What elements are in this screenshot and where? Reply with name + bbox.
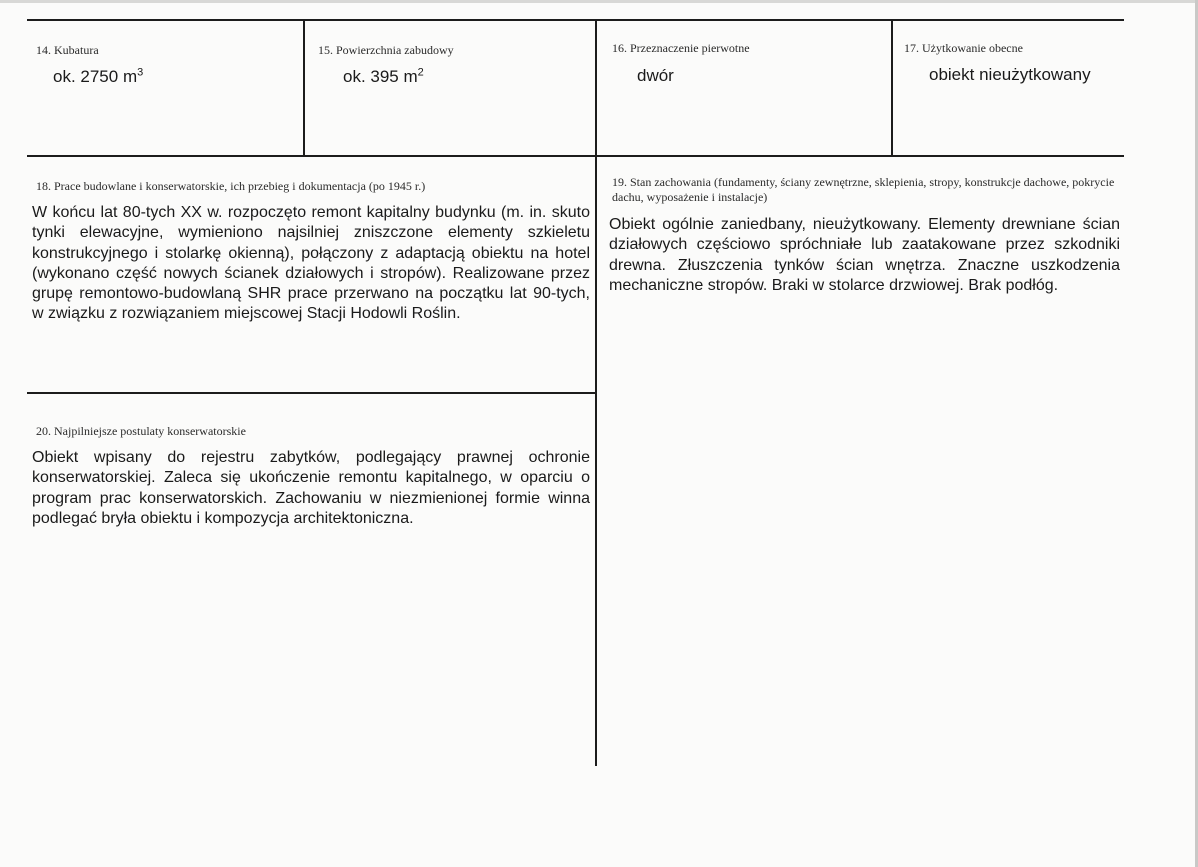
form-divider-v3 [891,20,893,157]
field-14-label: 14. Kubatura [36,43,99,57]
field-19-text: Obiekt ogólnie zaniedbany, nieużytkowany. Elementy drewniane ścian działowych częściowo spróchniałe lub zaatakowane przez szkodniki drewna. Złuszczenia tynków ścian wnętrza. Znaczne uszkodzenia mechaniczne stropów. Braki w stolarce drzwiowej. Brak podłóg. [609,216,1120,294]
field-17-label: 17. Użytkowanie obecne [904,41,1023,55]
field-18-text: W końcu lat 80-tych XX w. rozpoczęto remont kapitalny budynku (m. in. skuto tynki elewacyjne, wymieniono najsilniej zniszczone elementy szkieletu konstrukcyjnego i stolarkę okienną), połączony z adaptacją obiektu na hotel (wykonano część nowych ścianek działowych i stropów). Realizowane przez grupę remontowo-budowlaną SHR prace przerwano na początku lat 90-tych, w związku z rozwiązaniem miejscowej Stacji Hodowli Roślin. [32,204,590,323]
form-line-top [27,19,1124,21]
field-20-text: Obiekt wpisany do rejestru zabytków, podlegający prawnej ochronie konserwatorskiej. Zaleca się ukończenie remontu kapitalnego, w oparciu o program prac konserwatorskich. Zachowaniu w niezmienionej formie winna podlegać bryła obiektu i kompozycja architektoniczna. [32,449,590,527]
paper-edge-top [0,0,1198,3]
field-15-value [343,67,424,87]
field-19-label: 19. Stan zachowania (fundamenty, ściany zewnętrzne, sklepienia, stropy, konstrukcje dachowe, pokrycie dachu, wyposażenie i instalacje) [612,175,1115,204]
field-15-value-text: ok. 395 m [343,67,418,86]
field-16-value: dwór [637,66,674,85]
form-divider-v2 [595,20,597,766]
field-14-value-text: ok. 2750 m [53,67,138,86]
field-15-unit-exponent: 2 [417,66,424,79]
field-18-label: 18. Prace budowlane i konserwatorskie, ich przebieg i dokumentacja (po 1945 r.) [36,179,426,193]
field-15-label: 15. Powierzchnia zabudowy [318,43,454,57]
field-14-value [53,67,143,87]
form-line-mid [27,155,1124,157]
field-20-label: 20. Najpilniejsze postulaty konserwatorskie [36,424,246,438]
field-17-value: obiekt nieużytkowany [929,65,1091,84]
field-14-unit-exponent: 3 [137,66,144,79]
field-16-label: 16. Przeznaczenie pierwotne [612,41,750,55]
form-line-left-bottom [27,392,596,394]
form-divider-v1 [303,20,305,157]
